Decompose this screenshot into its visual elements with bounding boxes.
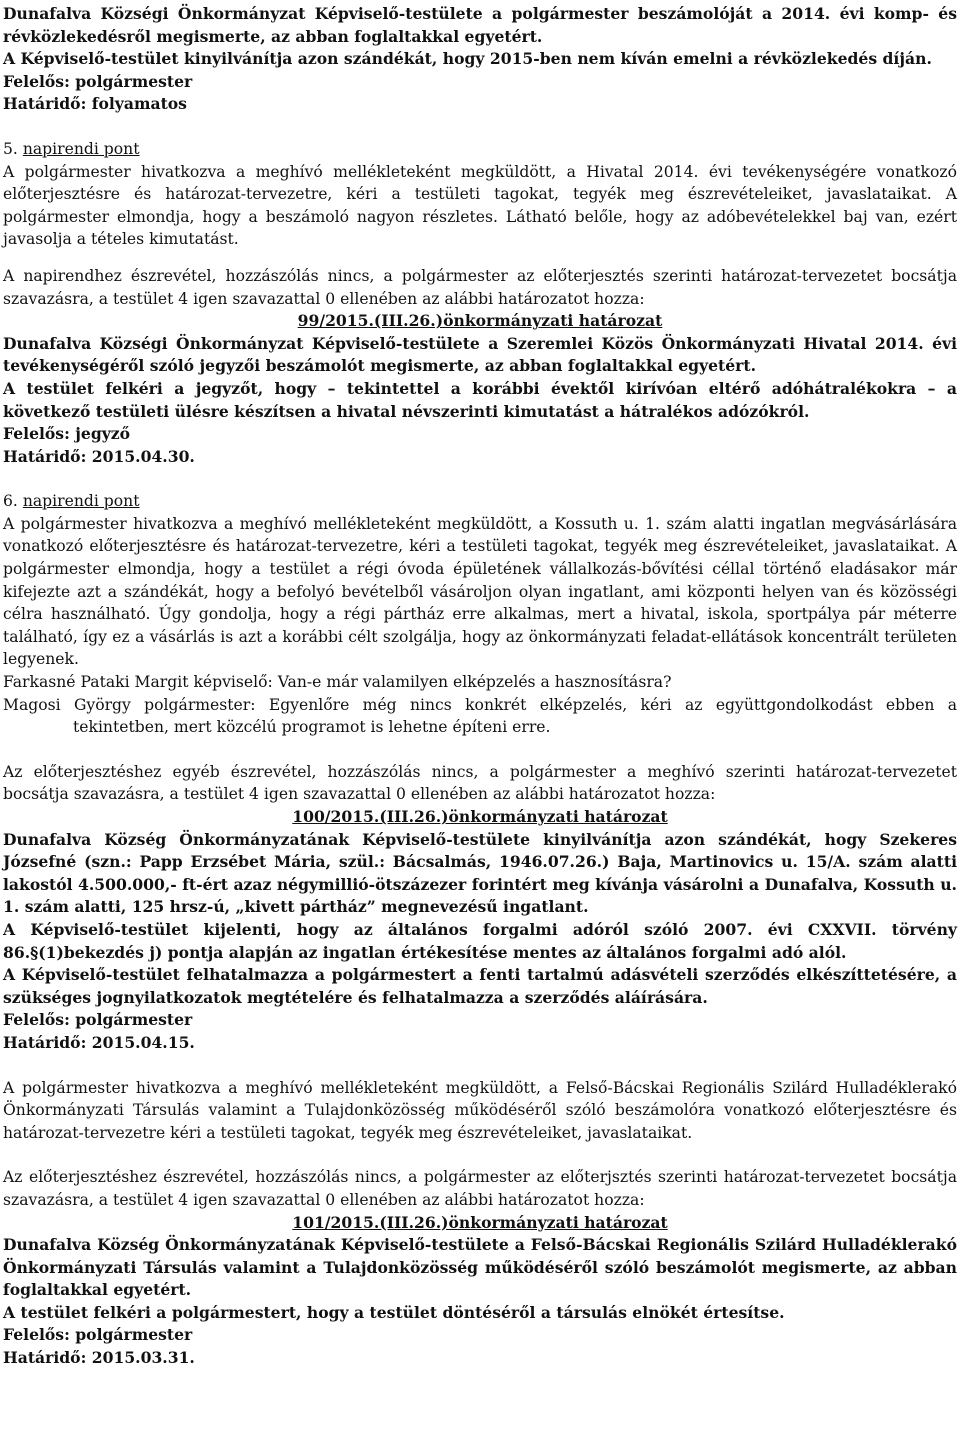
resolution-text: A Képviselő-testület kijelenti, hogy az általános forgalmi adóról szóló 2007. évi CXXVII. törvény 86.§(1)bekezdés j) pontja alapján az ingatlan értékesítése mentes az általános forgalmi adó alól.	[3, 919, 957, 962]
question: Farkasné Pataki Margit képviselő: Van-e már valamilyen elképzelés a hasznosításra?	[3, 673, 672, 692]
resolution-text: Dunafalva Község Önkormányzatának Képviselő-testülete kinyilvánítja azon szándékát, hogy Szekeres Józsefné (szn.: Papp Erzsébet Mária, szül.: Bácsalmás, 1946.07.26.) Baja, Martinovics u. 15/A. szám alatti lakostól 4.500.000,- ft-ért azaz négymillió-ötszázezer forintért meg kívánja vásárolni a Dunafalva, Kossuth u. 1. szám alatti, 125 hrsz-ú, „kivett pártház” megnevezésű ingatlant.	[3, 829, 957, 917]
paragraph: Az előterjesztéshez észrevétel, hozzászólás nincs, a polgármester az előterjsztés szerinti határozat-tervezetet bocsátja szavazásra, a testület 4 igen szavazattal 0 ellenében az alábbi határozatot hozza:	[3, 1168, 957, 1209]
resolution-number: 100/2015.(III.26.)önkormányzati határozat	[292, 807, 668, 826]
responsible-line: Felelős: polgármester	[3, 1010, 193, 1030]
agenda-item-title: napirendi pont	[22, 139, 140, 158]
resolution-text: Dunafalva Községi Önkormányzat Képviselő-testülete a polgármester beszámolóját a 2014. évi komp- és révközlekedésről megismerte, az abban foglaltakkal egyetért.	[3, 4, 957, 46]
deadline-line: Határidő: 2015.03.31.	[3, 1348, 195, 1368]
agenda-item-heading	[3, 138, 957, 161]
deadline-line: Határidő: folyamatos	[3, 94, 187, 114]
agenda-item-number: 5.	[3, 139, 23, 158]
paragraph: A napirendhez észrevétel, hozzászólás nincs, a polgármester az előterjesztés szerinti határozat-tervezetet bocsátja szavazásra, a testület 4 igen szavazattal 0 ellenében az alábbi határozatot hozza:	[3, 266, 957, 308]
resolution-text: Dunafalva Község Önkormányzatának Képviselő-testülete a Felső-Bácskai Regionális Szilárd Hulladéklerakó Önkormányzati Társulás valamint a Tulajdonközösség működéséről szóló beszámolót megismerte, az abban foglaltakkal egyetért.	[3, 1235, 957, 1300]
resolution-number: 99/2015.(III.26.)önkormányzati határozat	[297, 311, 663, 331]
responsible-line: Felelős: polgármester	[3, 1325, 193, 1345]
deadline-line: Határidő: 2015.04.30.	[3, 446, 195, 466]
paragraph: A polgármester hivatkozva a meghívó mellékleteként megküldött, a Felső-Bácskai Regionális Szilárd Hulladéklerakó Önkormányzati Társulás valamint a Tulajdonközösség működéséről szóló beszámolóra vonatkozó előterjesztésre és határozat-tervezetre kéri a testületi tagokat, tegyék meg észrevételeiket, javaslataikat.	[3, 1078, 957, 1142]
resolution-text: A testület felkéri a jegyzőt, hogy – tekintettel a korábbi évektől kirívóan eltérő adóhátralékokra – a következő testületi ülésre készítsen a hivatal névszerinti kimutatást a hátralékos adózókról.	[3, 378, 957, 421]
answer: Magosi György polgármester: Egyenlőre még nincs konkrét elképzelés, kéri az együttgondolkodást ebben a tekintetben, mert közcélú programot is lehetne építeni erre.	[3, 695, 957, 737]
resolution-text: A Képviselő-testület felhatalmazza a polgármestert a fenti tartalmú adásvételi szerződés elkészíttetésére, a szükséges jognyilatkozatok megtételére és felhatalmazza a szerződés aláírására.	[3, 965, 957, 1007]
paragraph: A polgármester hivatkozva a meghívó mellékleteként megküldött, a Hivatal 2014. évi tevékenységére vonatkozó előterjesztésre és határozat-tervezetre, kéri a testületi tagokat, tegyék meg észrevételeiket, javaslataikat. A polgármester elmondja, hogy a beszámoló nagyon részletes. Látható belőle, hogy az adóbevételekkel baj van, ezért javasolja a tételes kimutatást.	[3, 162, 957, 249]
paragraph: Az előterjesztéshez egyéb észrevétel, hozzászólás nincs, a polgármester a meghívó szerinti határozat-tervezetet bocsátja szavazásra, a testület 4 igen szavazattal 0 ellenében az alábbi határozatot hozza:	[3, 762, 957, 804]
deadline-line: Határidő: 2015.04.15.	[3, 1032, 195, 1052]
paragraph: A polgármester hivatkozva a meghívó mellékleteként megküldött, a Kossuth u. 1. szám alatti ingatlan megvásárlására vonatkozó előterjesztésre és határozat-tervezetre, kéri a testületi tagokat, tegyék meg észrevételeiket, javaslataikat. A polgármester elmondja, hogy a testület a régi óvoda épületének vállalkozás-bővítési céllal történő eladásakor már kifejezte azt a szándékát, hogy a befolyó bevételből vásároljon olyan ingatlant, ami központi helyen van és közösségi célra használható. Úgy gondolja, hogy a régi pártház erre alkalmas, mert a hivatal, iskola, sportpálya pár méterre található, így ez a vásárlás is azt a korábbi célt szolgálja, hogy az önkormányzati feladat-ellátások koncentrált területen legyenek.	[3, 514, 957, 669]
responsible-line: Felelős: jegyző	[3, 424, 131, 444]
agenda-item-heading	[3, 490, 957, 513]
resolution-number: 101/2015.(III.26.)önkormányzati határozat	[292, 1212, 668, 1232]
resolution-text: Dunafalva Községi Önkormányzat Képviselő-testülete a Szeremlei Közös Önkormányzati Hivatal 2014. évi tevékenységéről szóló jegyzői beszámolót megismerte, az abban foglaltakkal egyetért.	[3, 333, 957, 376]
resolution-text: A testület felkéri a polgármestert, hogy a testület döntéséről a társulás elnökét értesítse.	[3, 1302, 785, 1322]
agenda-item-title: napirendi pont	[22, 492, 140, 511]
agenda-item-number: 6.	[3, 492, 23, 511]
responsible-line: Felelős: polgármester	[3, 71, 193, 91]
resolution-statement: A Képviselő-testület kinyilvánítja azon szándékát, hogy 2015-ben nem kíván emelni a révközlekedés díján.	[3, 49, 932, 69]
